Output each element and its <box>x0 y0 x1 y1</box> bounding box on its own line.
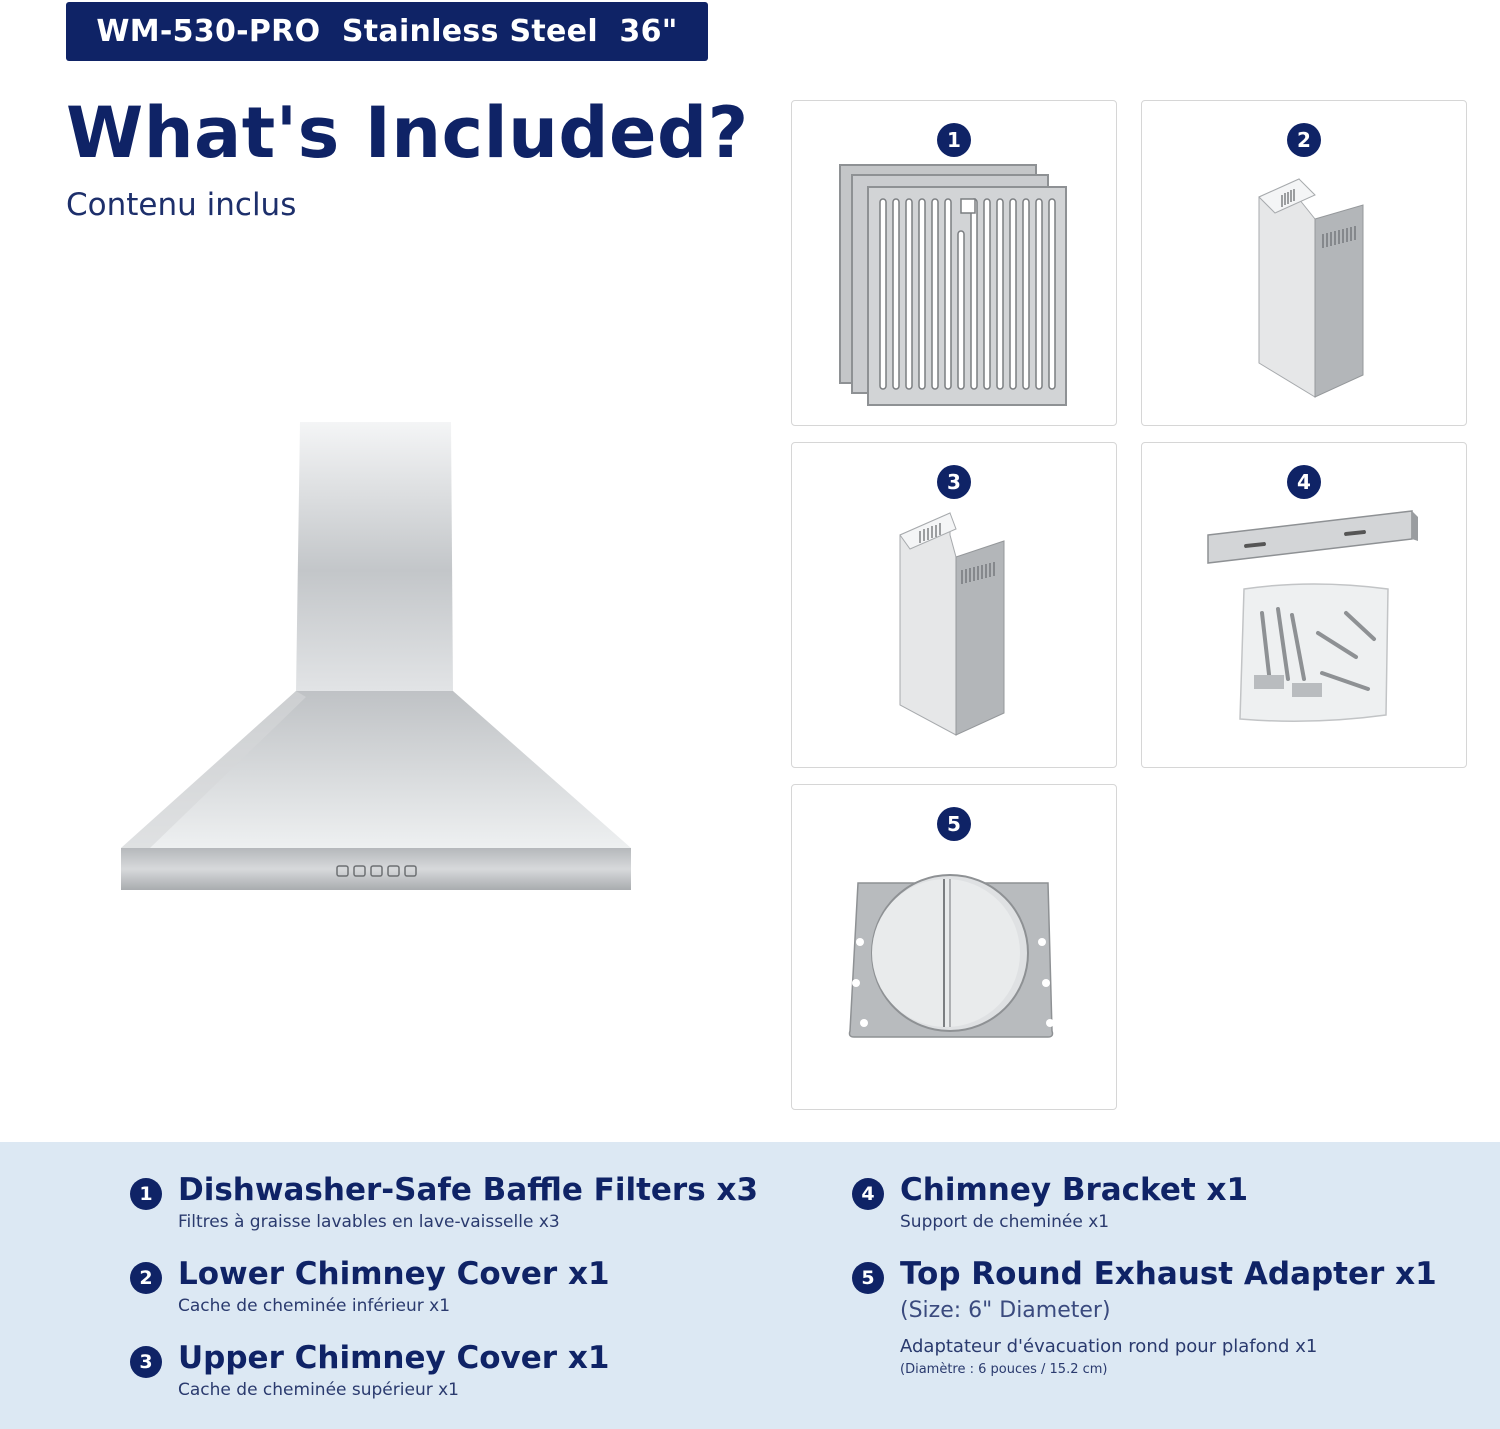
item-number-badge: 3 <box>130 1346 162 1378</box>
model-badge: WM-530-PRO Stainless Steel 36" <box>66 2 708 61</box>
hood-front-band <box>121 848 631 890</box>
page-subtitle: Contenu inclus <box>66 187 297 223</box>
item-number-badge: 1 <box>130 1178 162 1210</box>
item-number-badge: 2 <box>130 1262 162 1294</box>
hardware-bag <box>1240 584 1388 721</box>
card-upper-chimney-cover <box>791 442 1117 768</box>
item-size-fr: (Diamètre : 6 pouces / 15.2 cm) <box>900 1362 1108 1377</box>
item-subtitle: Adaptateur d'évacuation rond pour plafond x1 <box>900 1336 1318 1357</box>
card-number-badge: 5 <box>937 807 971 841</box>
item-number-badge: 4 <box>852 1178 884 1210</box>
item-title: Top Round Exhaust Adapter x1 <box>900 1256 1437 1292</box>
item-subtitle: Support de cheminée x1 <box>900 1212 1110 1232</box>
card-number-badge: 4 <box>1287 465 1321 499</box>
items-panel <box>0 1142 1500 1429</box>
card-baffle-filters <box>791 100 1117 426</box>
item-title: Lower Chimney Cover x1 <box>178 1256 610 1292</box>
item-title: Chimney Bracket x1 <box>900 1172 1249 1208</box>
item-subtitle: Cache de cheminée supérieur x1 <box>178 1380 459 1400</box>
item-title: Upper Chimney Cover x1 <box>178 1340 610 1376</box>
range-hood-image <box>110 415 640 895</box>
item-size: (Size: 6" Diameter) <box>900 1298 1111 1323</box>
card-round-exhaust-adapter <box>791 784 1117 1110</box>
hood-chimney <box>296 422 453 692</box>
card-number-badge: 2 <box>1287 123 1321 157</box>
item-number-badge: 5 <box>852 1262 884 1294</box>
card-lower-chimney-cover <box>1141 100 1467 426</box>
page-title: What's Included? <box>66 92 749 174</box>
card-chimney-bracket <box>1141 442 1467 768</box>
hood-canopy <box>121 691 631 848</box>
card-number-badge: 3 <box>937 465 971 499</box>
item-title: Dishwasher-Safe Baffle Filters x3 <box>178 1172 759 1208</box>
item-subtitle: Cache de cheminée inférieur x1 <box>178 1296 451 1316</box>
item-subtitle: Filtres à graisse lavables en lave-vaisselle x3 <box>178 1212 560 1232</box>
card-number-badge: 1 <box>937 123 971 157</box>
